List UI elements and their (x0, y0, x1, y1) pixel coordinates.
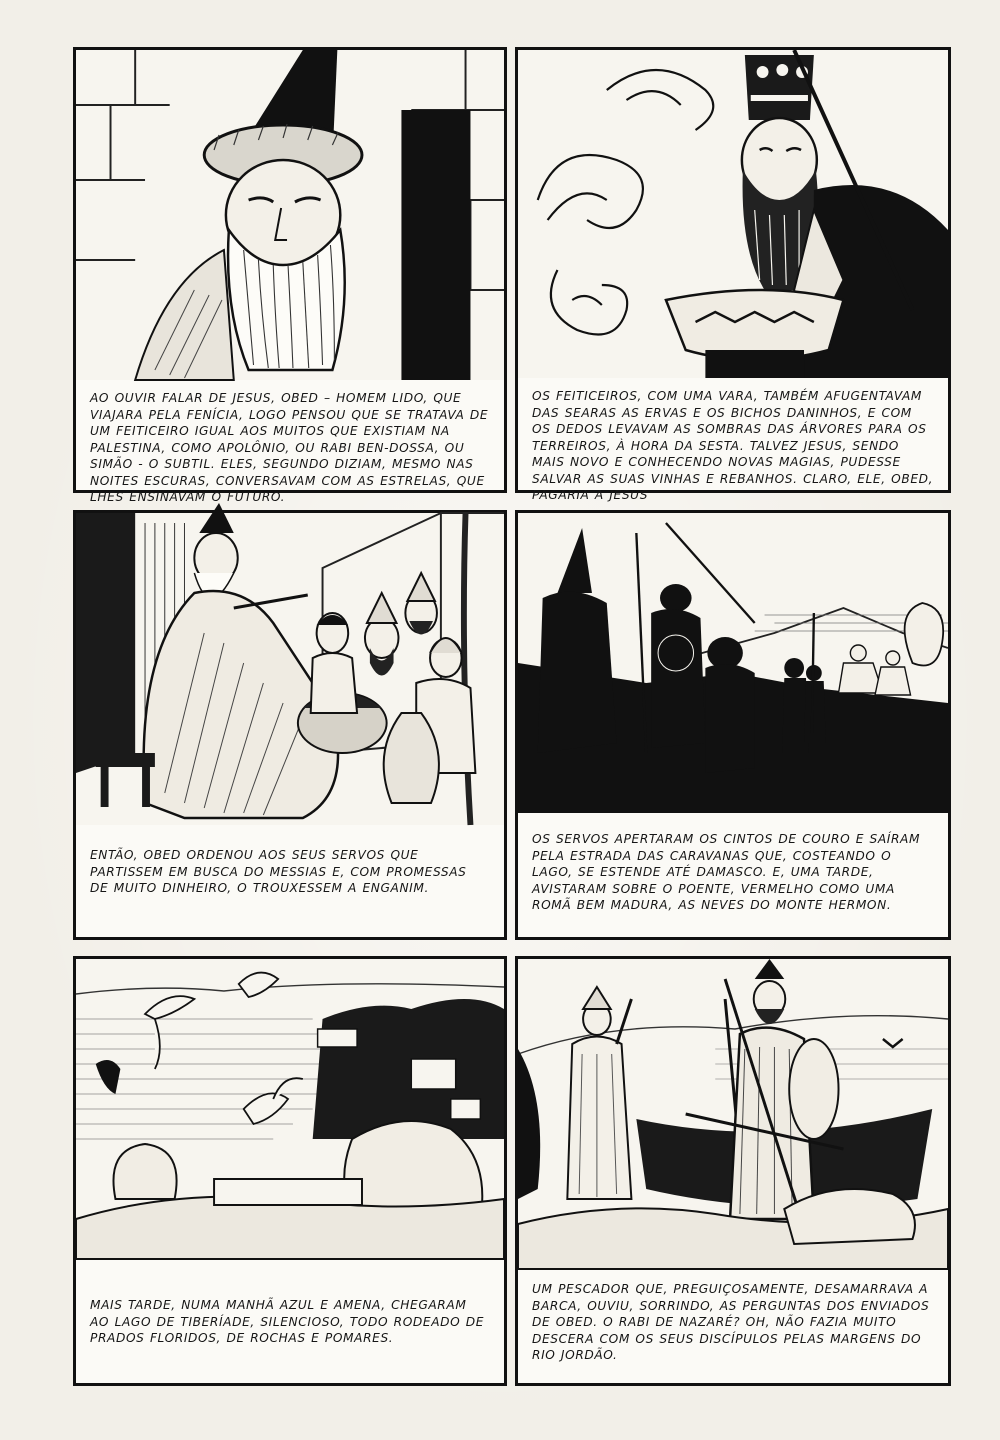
panel-6-art (518, 959, 948, 1269)
panel-6 (515, 956, 951, 1386)
panel-1 (73, 47, 507, 504)
panel-2 (515, 47, 951, 502)
panel-4-caption: OS SERVOS APERTARAM OS CINTOS DE COURO E SAÍRAM PELA ESTRADA DAS CARAVANAS QUE, COSTEANDO O LAGO, SE ESTENDE ATÉ DAMASCO. E, UMA TARDE, AVISTARAM SOBRE O POENTE, VERMELHO COMO UMA ROMÃ BEM MADURA, AS NEVES DO MONTE HERMON. (532, 832, 921, 912)
panel-1-caption: AO OUVIR FALAR DE JESUS, OBED – HOMEM LIDO, QUE VIAJARA PELA FENÍCIA, LOGO PENSOU QUE SE TRATAVA DE UM FEITICEIRO IGUAL AOS MUITOS QUE EXISTIAM NA PALESTINA, COMO APOLÔNIO, OU RABI BEN-DOSSA, OU SIMÃO - O SUBTIL. ELES, SEGUNDO DIZIAM, MESMO NAS NOITES ESCURAS, CONVERSAVAM COM AS ESTRELAS, QUE LHES ENSINAVAM O FUTURO. (90, 391, 489, 504)
panel-5 (73, 956, 507, 1386)
panel-6-caption: UM PESCADOR QUE, PREGUIÇOSAMENTE, DESAMARRAVA A BARCA, OUVIU, SORRINDO, AS PERGUNTAS DOS ENVIADOS DE OBED. O RABI DE NAZARÉ? OH, NÃO FAZIA MUITO DESCERA COM OS SEUS DISCÍPULOS PELAS MARGENS DO RIO JORDÃO. (532, 1282, 930, 1362)
panel-2-caption: OS FEITICEIROS, COM UMA VARA, TAMBÉM AFUGENTAVAM DAS SEARAS AS ERVAS E OS BICHOS DANINHOS, E COM OS DEDOS LEVAVAM AS SOMBRAS DAS ÁRVORES PARA OS TERREIROS, À HORA DA SESTA. TALVEZ JESUS, SENDO MAIS NOVO E CONHECENDO NOVAS MAGIAS, PUDESSE SALVAR AS SUAS VINHAS E REBANHOS. CLARO, ELE, OBED, PAGARIA A JESUS (532, 389, 934, 502)
panel-1-art (76, 50, 504, 380)
panel-4 (515, 510, 951, 940)
panel-3-art (76, 513, 504, 825)
panel-3 (73, 510, 507, 940)
panel-3-caption: ENTÃO, OBED ORDENOU AOS SEUS SERVOS QUE PARTISSEM EM BUSCA DO MESSIAS E, COM PROMESSAS DE MUITO DINHEIRO, O TROUXESSEM A ENGANIM. (90, 848, 467, 895)
panel-5-caption: MAIS TARDE, NUMA MANHÃ AZUL E AMENA, CHEGARAM AO LAGO DE TIBERÍADE, SILENCIOSO, TODO RODEADO DE PRADOS FLORIDOS, DE ROCHAS E POMARES. (90, 1298, 485, 1345)
panel-5-art (76, 959, 504, 1259)
panel-2-art (518, 50, 948, 378)
panel-4-art (518, 513, 948, 813)
